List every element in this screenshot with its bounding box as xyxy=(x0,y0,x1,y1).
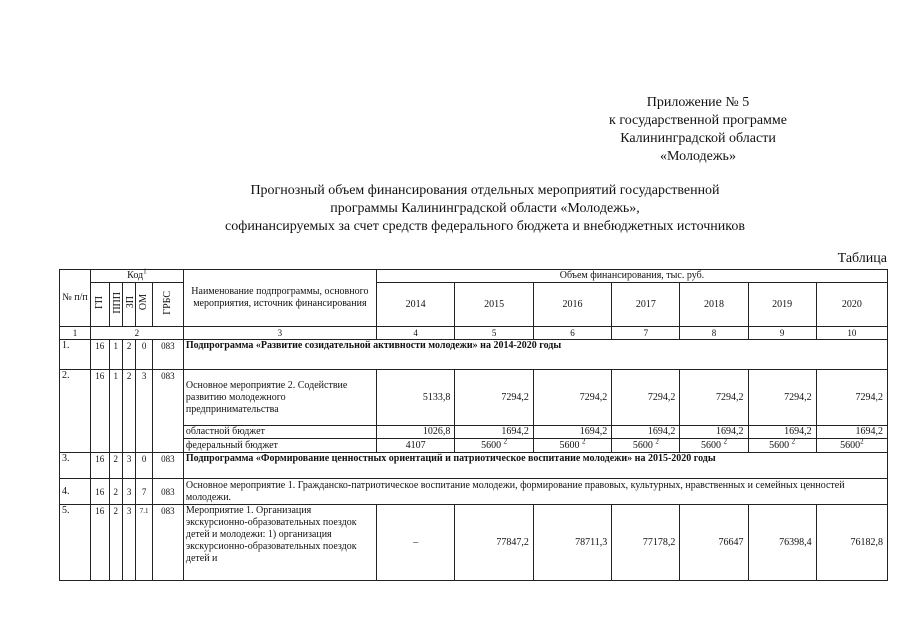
title-line-3: софинансируемых за счет средств федерального бюджета и внебюджетных источников xyxy=(225,219,745,234)
code-zp: 3 xyxy=(122,479,135,505)
header-code-footnote: 1 xyxy=(143,267,147,276)
code-zp: 2 xyxy=(122,340,135,370)
code-grbs: 083 xyxy=(152,453,183,479)
column-number: 10 xyxy=(816,327,887,340)
value-cell: 7294,2 xyxy=(612,370,680,426)
row-num: 2. xyxy=(60,370,91,453)
table-row xyxy=(60,426,888,439)
value-text: 5600 xyxy=(481,439,502,451)
column-number-row xyxy=(60,327,888,340)
column-number: 4 xyxy=(376,327,454,340)
header-num: № п/п xyxy=(60,270,91,327)
document-title xyxy=(140,182,830,236)
value-text: 5600 xyxy=(840,439,861,451)
row-num: 4. xyxy=(60,479,91,505)
activity-name: Основное мероприятие 2. Содействие развитию молодежного предпринимательства xyxy=(183,370,376,426)
header-code-ppp xyxy=(109,283,122,327)
appendix-line-1: Приложение № 5 xyxy=(646,95,750,110)
header-year: 2017 xyxy=(612,283,680,327)
code-zp: 3 xyxy=(122,505,135,581)
funding-table xyxy=(59,269,888,581)
header-row-top xyxy=(60,270,888,283)
column-number: 2 xyxy=(90,327,183,340)
value-cell: 5133,8 xyxy=(376,370,454,426)
header-year: 2015 xyxy=(455,283,533,327)
header-year: 2018 xyxy=(680,283,748,327)
subprogram-title: Подпрограмма «Формирование ценностных ориентаций и патриотическое воспитание молодежи» на 2015-2020 годы xyxy=(183,453,887,479)
table-row xyxy=(60,370,888,426)
column-number: 9 xyxy=(748,327,816,340)
table-row xyxy=(60,340,888,370)
code-gp: 16 xyxy=(90,479,109,505)
value-cell: 7294,2 xyxy=(455,370,533,426)
code-gp: 16 xyxy=(90,453,109,479)
header-code xyxy=(90,267,183,283)
table-row xyxy=(60,439,888,453)
code-gp: 16 xyxy=(90,340,109,370)
source-name: федеральный бюджет xyxy=(183,439,376,453)
header-code-label: Код xyxy=(127,270,144,281)
code-ppp: 1 xyxy=(109,370,122,453)
code-om: 3 xyxy=(136,370,153,453)
column-number: 7 xyxy=(612,327,680,340)
code-ppp: 2 xyxy=(109,453,122,479)
header-year: 2020 xyxy=(816,283,887,327)
value-cell: 7294,2 xyxy=(748,370,816,426)
code-om: 7.1 xyxy=(136,505,153,581)
value-cell: 76182,8 xyxy=(816,505,887,581)
column-number: 6 xyxy=(533,327,611,340)
value-cell: 1694,2 xyxy=(816,426,887,439)
header-funding: Объем финансирования, тыс. руб. xyxy=(376,270,887,283)
header-code-zp xyxy=(122,283,135,327)
value-cell: 1026,8 xyxy=(376,426,454,439)
activity-name: Основное мероприятие 1. Гражданско-патриотическое воспитание молодежи, формирование правовых, культурных, нравственных и семейных ценностей молодежи. xyxy=(183,479,887,505)
header-code-ppp-label: ППП xyxy=(111,291,123,314)
code-ppp: 2 xyxy=(109,505,122,581)
code-om: 7 xyxy=(136,479,153,505)
header-year: 2019 xyxy=(748,283,816,327)
value-cell: 1694,2 xyxy=(455,426,533,439)
table-row xyxy=(60,453,888,479)
source-name: областной бюджет xyxy=(183,426,376,439)
table-label: Таблица xyxy=(837,251,887,266)
title-line-2: программы Калининградской области «Молодежь», xyxy=(330,201,640,216)
value-cell: 1694,2 xyxy=(680,426,748,439)
value-cell: – xyxy=(376,505,454,581)
code-om: 0 xyxy=(136,453,153,479)
value-cell xyxy=(748,439,816,453)
value-cell: 4107 xyxy=(376,439,454,453)
header-code-zp-label: ЗП xyxy=(124,296,136,309)
header-code-gp xyxy=(90,283,109,327)
header-name: Наименование подпрограммы, основного мероприятия, источник финансирования xyxy=(183,270,376,327)
column-number: 1 xyxy=(60,327,91,340)
code-grbs: 083 xyxy=(152,340,183,370)
value-text: 5600 xyxy=(700,439,721,451)
column-number: 8 xyxy=(680,327,748,340)
row-num: 1. xyxy=(60,340,91,370)
code-ppp: 2 xyxy=(109,479,122,505)
code-zp: 2 xyxy=(122,370,135,453)
value-cell: 7294,2 xyxy=(533,370,611,426)
column-number: 3 xyxy=(183,327,376,340)
footnote-mark: 2 xyxy=(503,437,508,446)
appendix-heading xyxy=(598,94,798,166)
appendix-line-2: к государственной программе xyxy=(609,113,787,128)
appendix-line-3: Калининградской области xyxy=(620,131,776,146)
row-num: 3. xyxy=(60,453,91,479)
appendix-line-4: «Молодежь» xyxy=(660,149,736,164)
value-text: 5600 xyxy=(559,439,580,451)
header-code-grbs xyxy=(152,283,183,327)
row-num: 5. xyxy=(60,505,91,581)
value-cell: 76647 xyxy=(680,505,748,581)
table-row xyxy=(60,505,888,581)
column-number: 5 xyxy=(455,327,533,340)
value-cell xyxy=(816,439,887,453)
value-cell: 78711,3 xyxy=(533,505,611,581)
table-row xyxy=(60,479,888,505)
value-cell xyxy=(455,439,533,453)
value-cell xyxy=(612,439,680,453)
value-cell: 77178,2 xyxy=(612,505,680,581)
title-line-1: Прогнозный объем финансирования отдельных мероприятий государственной xyxy=(250,183,720,198)
footnote-mark: 2 xyxy=(723,437,727,446)
code-grbs: 083 xyxy=(152,370,183,453)
code-gp: 16 xyxy=(90,370,109,453)
header-code-om xyxy=(136,283,153,327)
value-cell: 76398,4 xyxy=(748,505,816,581)
code-grbs: 083 xyxy=(152,479,183,505)
code-zp: 3 xyxy=(122,453,135,479)
header-code-om-label: ОМ xyxy=(138,294,150,311)
footnote-mark: 2 xyxy=(655,437,659,446)
subprogram-title: Подпрограмма «Развитие созидательной активности молодежи» на 2014-2020 годы xyxy=(183,340,887,370)
header-code-gp-label: ГП xyxy=(93,295,105,309)
value-text: 5600 xyxy=(769,439,790,451)
value-cell: 1694,2 xyxy=(612,426,680,439)
value-cell xyxy=(680,439,748,453)
header-code-grbs-label: ГРБС xyxy=(161,290,173,315)
value-cell xyxy=(533,439,611,453)
footnote-mark: 2 xyxy=(582,437,586,446)
value-cell: 1694,2 xyxy=(748,426,816,439)
value-text: 5600 xyxy=(632,439,653,451)
code-om: 0 xyxy=(136,340,153,370)
header-year: 2014 xyxy=(376,283,454,327)
activity-name: Мероприятие 1. Организация экскурсионно-образовательных поездок детей и молодежи: 1) организация экскурсионно-образовательных поездок детей и xyxy=(183,505,376,581)
header-year: 2016 xyxy=(533,283,611,327)
value-cell: 1694,2 xyxy=(533,426,611,439)
footnote-mark: 2 xyxy=(860,437,864,446)
code-ppp: 1 xyxy=(109,340,122,370)
value-cell: 7294,2 xyxy=(816,370,887,426)
footnote-mark: 2 xyxy=(791,437,796,446)
value-cell: 77847,2 xyxy=(455,505,533,581)
code-gp: 16 xyxy=(90,505,109,581)
code-grbs: 083 xyxy=(152,505,183,581)
value-cell: 7294,2 xyxy=(680,370,748,426)
